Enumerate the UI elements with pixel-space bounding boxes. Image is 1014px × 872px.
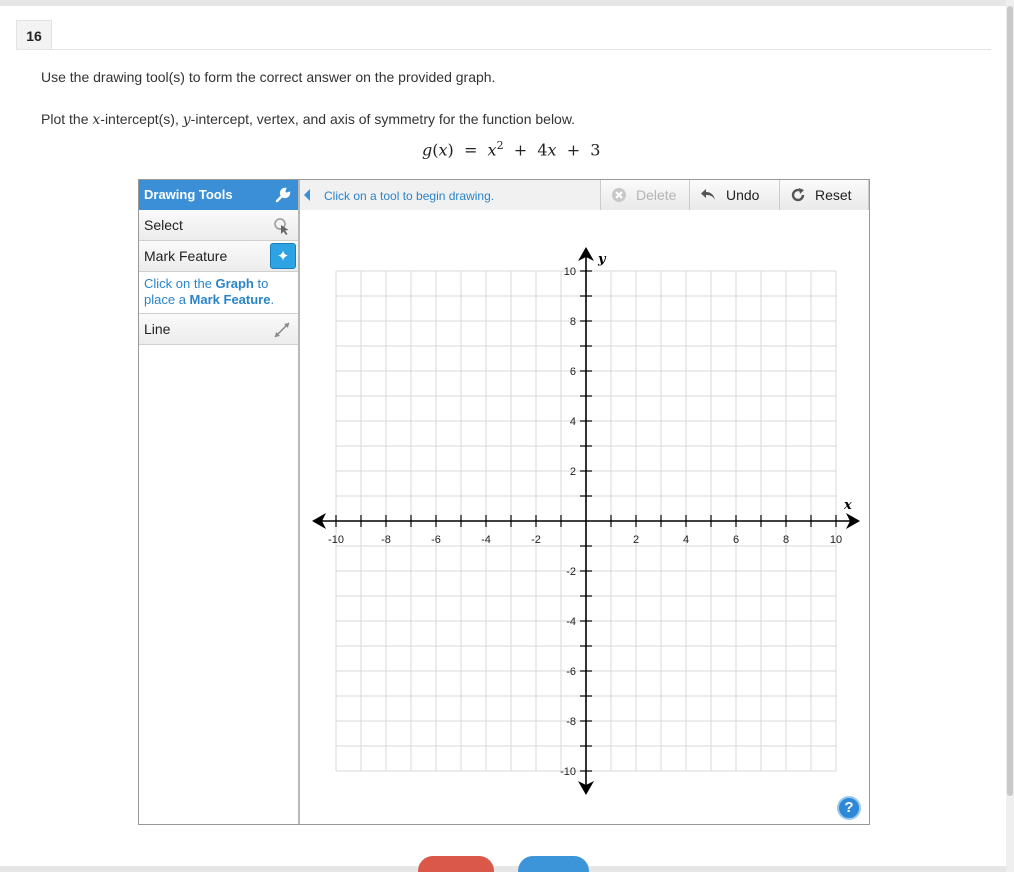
undo-label: Undo (726, 187, 760, 203)
delete-button[interactable] (600, 180, 689, 210)
formula-t3: 3 (590, 140, 601, 160)
tool-mark-feature[interactable] (139, 241, 298, 272)
tool-line-label: Line (144, 321, 171, 337)
tool-mark-feature-label: Mark Feature (144, 248, 228, 264)
wrench-icon (275, 187, 291, 203)
toolbar-hint: Click on a tool to begin drawing. (324, 189, 495, 203)
x-tick-label: -6 (431, 534, 441, 546)
prompt-text (41, 111, 575, 128)
x-tick-label: 4 (682, 534, 690, 546)
mark-help-2: Graph (215, 276, 254, 291)
divider (16, 49, 991, 50)
tool-select[interactable] (139, 210, 298, 241)
formula-eq: = (463, 140, 478, 160)
x-tick-label: 6 (732, 534, 740, 546)
y-tick-label: -8 (566, 716, 576, 728)
delete-label: Delete (636, 187, 677, 203)
y-tick-label: 8 (569, 316, 576, 328)
previous-button[interactable] (418, 856, 494, 872)
tick-labels (328, 266, 842, 778)
tool-line[interactable] (139, 314, 298, 345)
formula-plus-2: + (566, 140, 581, 160)
formula-fn: g (422, 140, 433, 160)
reset-label: Reset (815, 187, 852, 203)
scrollbar-thumb[interactable] (1007, 6, 1013, 796)
prompt-post: -intercept, vertex, and axis of symmetry for the function below. (190, 111, 576, 127)
y-tick-label: -10 (560, 766, 576, 778)
y-axis-label: y (598, 252, 606, 267)
y-tick-label: -4 (566, 616, 576, 628)
y-tick-label: 10 (563, 266, 576, 278)
formula-t2-var: x (547, 140, 557, 160)
reset-icon (790, 187, 806, 203)
x-tick-label: -4 (481, 534, 491, 546)
formula-t1-var: x (487, 140, 497, 160)
formula-t2-coef: 4 (537, 140, 548, 160)
hint-arrow-icon (304, 189, 310, 201)
formula-plus-1: + (513, 140, 528, 160)
next-button[interactable] (518, 856, 589, 872)
x-tick-label: 10 (829, 534, 843, 546)
line-arrows-icon (272, 320, 292, 340)
x-tick-label: -8 (381, 534, 391, 546)
mark-feature-help (139, 272, 298, 314)
prompt-x: x (92, 112, 101, 128)
function-formula: $g(x) = x^2 + 4x + 3$ (422, 139, 601, 160)
y-tick-label: -6 (566, 666, 576, 678)
undo-icon (700, 187, 716, 203)
help-button[interactable]: ? (837, 796, 861, 820)
graph-toolbar (300, 180, 869, 210)
mark-help-1: Click on the (144, 276, 216, 291)
drawing-tools-title: Drawing Tools (144, 187, 233, 202)
instruction-text: Use the drawing tool(s) to form the correct answer on the provided graph. (41, 69, 496, 85)
prompt-y: y (182, 112, 191, 128)
coordinate-graph[interactable] (300, 210, 869, 822)
prompt-pre: Plot the (41, 111, 93, 127)
formula-arg: x (438, 140, 448, 160)
prompt-mid: -intercept(s), (100, 111, 183, 127)
x-tick-label: -2 (531, 534, 541, 546)
undo-button[interactable] (689, 180, 779, 210)
y-tick-label: 2 (569, 466, 576, 478)
x-tick-label: 2 (632, 534, 640, 546)
question-number: 16 (16, 20, 52, 50)
drawing-tools-panel (139, 180, 300, 824)
x-tick-label: -10 (328, 534, 344, 546)
graphing-tool (138, 179, 870, 825)
y-tick-label: -2 (566, 566, 576, 578)
mark-help-3: to place a (144, 276, 269, 307)
formula-t1-exp: 2 (496, 139, 504, 152)
select-cursor-icon (272, 216, 292, 236)
delete-icon (611, 187, 627, 203)
scrollbar[interactable] (1006, 0, 1014, 872)
y-tick-label: 4 (569, 416, 576, 428)
reset-button[interactable] (779, 180, 869, 210)
tool-select-label: Select (144, 217, 183, 233)
axes (312, 247, 860, 795)
drawing-tools-header (139, 180, 298, 210)
y-tick-label: 6 (569, 366, 576, 378)
mark-help-4: Mark Feature (189, 292, 271, 307)
mark-help-5: . (270, 292, 275, 307)
x-axis-label: x (844, 498, 852, 513)
x-tick-label: 8 (782, 534, 790, 546)
sparkle-icon: ✦ (270, 243, 296, 269)
